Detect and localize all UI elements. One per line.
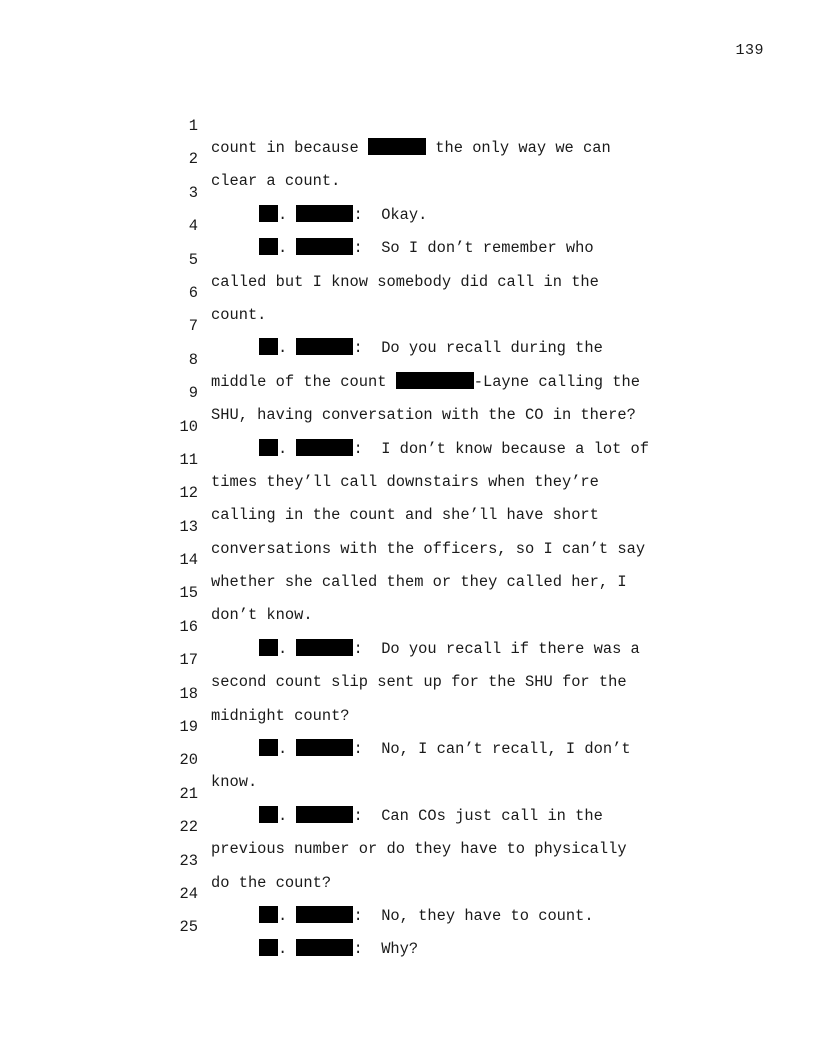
transcript-line: [176, 327, 696, 391]
text-segment: count in because: [211, 139, 369, 157]
spoken-text: : Okay.: [353, 205, 428, 224]
line-number: 3: [188, 183, 198, 202]
transcript-line: [176, 694, 696, 759]
transcript-line: [176, 293, 696, 358]
transcript-line: [176, 193, 696, 258]
line-number: 5: [188, 250, 198, 269]
line-text: know.: [211, 773, 258, 792]
line-number: 2: [188, 150, 198, 169]
line-text: do the count?: [211, 873, 332, 892]
line-text: previous number or do they have to physically: [211, 840, 627, 859]
line-number: 8: [188, 350, 198, 369]
line-number: 22: [179, 818, 198, 837]
spoken-text: : So I don’t remember who: [353, 239, 594, 258]
transcript-line: [176, 594, 696, 658]
speaker-line: . : No, I can’t recall, I don’t: [259, 738, 631, 760]
line-number: 19: [179, 718, 198, 737]
redaction-block: [296, 939, 353, 956]
line-text: whether she called them or they called her, I: [211, 573, 627, 592]
speaker-line: . : I don’t know because a lot of: [259, 438, 649, 460]
transcript-line: [176, 93, 696, 157]
line-text: SHU, having conversation with the CO in there?: [211, 406, 636, 425]
speaker-line: . : Do you recall if there was a: [259, 638, 640, 660]
transcript-line: [176, 761, 696, 825]
line-number: 13: [179, 517, 198, 536]
line-text: calling in the count and she’ll have short: [211, 506, 599, 525]
text-segment: -Layne calling the: [473, 372, 640, 391]
line-text: second count slip sent up for the SHU for the: [211, 673, 627, 692]
line-text: clear a count.: [211, 172, 341, 191]
line-number: 7: [188, 317, 198, 336]
speaker-line: . : Okay.: [259, 204, 427, 226]
transcript-line: [176, 627, 696, 692]
line-number: 10: [179, 417, 198, 436]
spoken-text: : No, they have to count.: [353, 906, 594, 925]
line-number: 20: [179, 751, 198, 770]
line-number: 9: [188, 384, 198, 403]
spoken-text: : Do you recall during the: [353, 339, 603, 358]
transcript-line: [176, 794, 696, 859]
transcript-line: [176, 861, 696, 925]
line-number: 23: [179, 851, 198, 870]
text-segment: the only way we can: [426, 139, 611, 157]
transcript-line: [176, 427, 696, 491]
line-number: 12: [179, 484, 198, 503]
line-text: count.: [211, 305, 267, 324]
line-number: 15: [179, 584, 198, 603]
line-number: 11: [179, 450, 198, 469]
line-number: 18: [179, 684, 198, 703]
transcript-line: [176, 360, 696, 425]
redaction-block: [259, 939, 278, 956]
spoken-text: : Why?: [353, 940, 419, 959]
line-number: 21: [179, 784, 198, 803]
transcript-line: [176, 661, 696, 725]
line-number: 1: [188, 117, 198, 135]
spoken-text: : I don’t know because a lot of: [353, 439, 650, 458]
transcript-line: [176, 460, 696, 525]
line-text: don’t know.: [211, 606, 313, 625]
speaker-line: . : So I don’t remember who: [259, 237, 594, 259]
transcript-line: [176, 394, 696, 458]
spoken-text: : Can COs just call in the: [353, 806, 603, 825]
page-number: 139: [735, 42, 764, 59]
line-number: 25: [179, 918, 198, 937]
speaker-line: . : No, they have to count.: [259, 905, 594, 927]
transcript-line: [176, 227, 696, 291]
transcript-line: [176, 260, 696, 324]
transcript-line: [176, 527, 696, 592]
line-text: conversations with the officers, so I can’t say: [211, 539, 646, 558]
transcript-line: [176, 727, 696, 792]
line-number: 4: [188, 217, 198, 236]
speaker-line: . : Can COs just call in the: [259, 805, 603, 827]
transcript-line: [176, 894, 696, 959]
line-text: times they’ll call downstairs when they’re: [211, 472, 599, 491]
line-number: 14: [179, 551, 198, 570]
line-number: 6: [188, 283, 198, 302]
speaker-line: . : Do you recall during the: [259, 337, 603, 359]
text-segment: middle of the count: [211, 372, 396, 391]
line-number: 16: [179, 617, 198, 636]
line-text: midnight count?: [211, 706, 350, 725]
transcript-line: [176, 828, 696, 892]
spoken-text: : Do you recall if there was a: [353, 639, 640, 658]
transcript-line: [176, 560, 696, 625]
transcript-line: [176, 126, 696, 191]
speaker-line: . : Why?: [259, 938, 418, 960]
line-text: called but I know somebody did call in the: [211, 272, 599, 291]
line-number: 17: [179, 651, 198, 670]
transcript-line: [176, 160, 696, 224]
line-number: 24: [179, 884, 198, 903]
transcript-line: [176, 494, 696, 558]
spoken-text: : No, I can’t recall, I don’t: [353, 740, 631, 759]
transcript-body: [176, 93, 696, 959]
